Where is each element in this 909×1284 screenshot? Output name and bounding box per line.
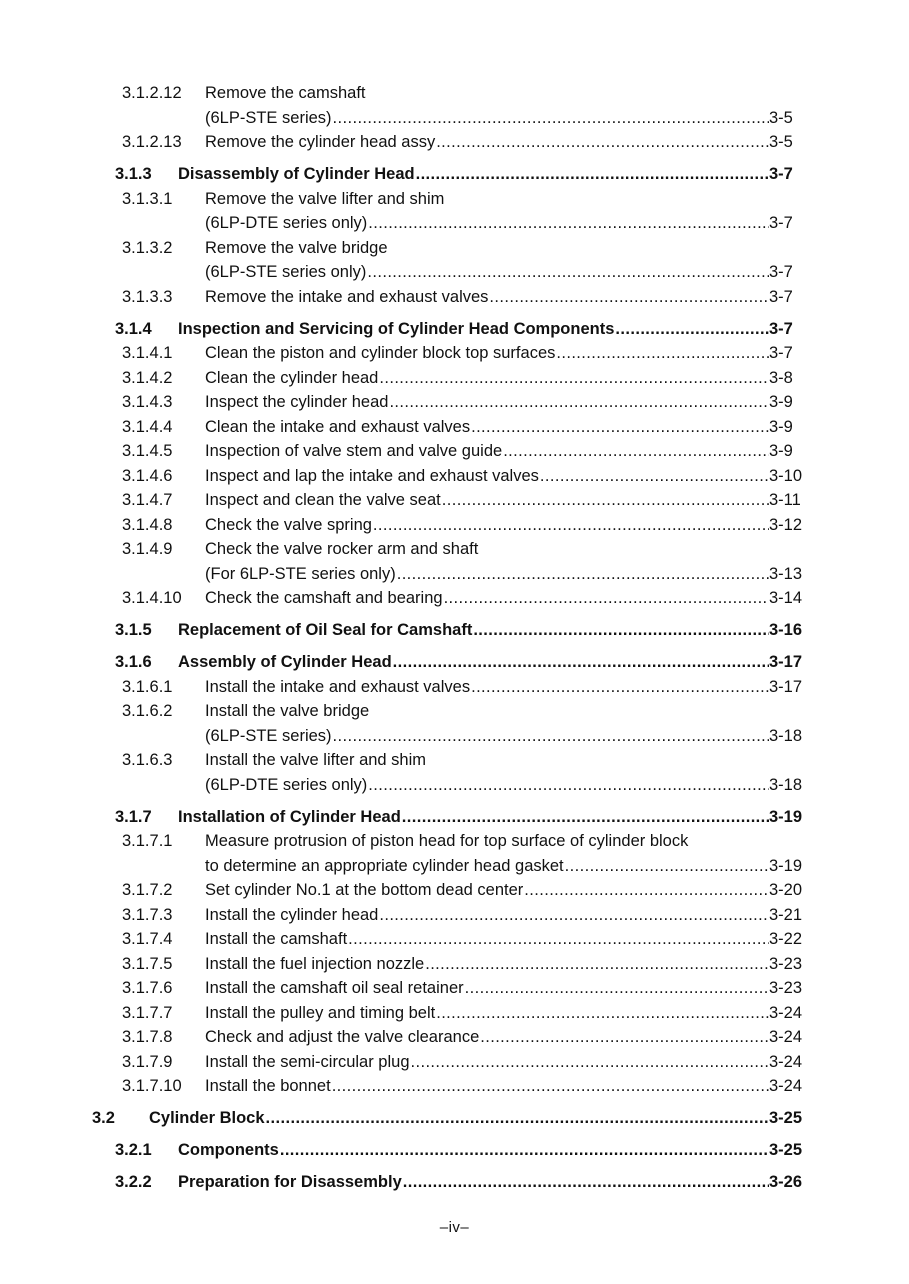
- toc-entry-title: Remove the valve bridge: [205, 238, 388, 257]
- toc-entry-text: [178, 805, 769, 830]
- toc-entry-number: 3.1.3.1: [122, 189, 173, 208]
- toc-entry-title: to determine an appropriate cylinder head gasket: [205, 856, 564, 875]
- dot-leader: [393, 650, 769, 675]
- toc-page-number: 3-8: [769, 368, 793, 387]
- toc-entry-title: Inspection and Servicing of Cylinder Head Components: [178, 319, 615, 338]
- toc-entry-number: 3.1.4.3: [122, 393, 173, 411]
- toc-entry-title: Preparation for Disassembly: [178, 1173, 402, 1191]
- toc-page-number: 3-9: [769, 393, 793, 411]
- dot-leader: [280, 1138, 769, 1163]
- toc-entry-title: Inspect the cylinder head: [205, 393, 389, 411]
- toc-entry: [0, 1050, 909, 1075]
- dot-leader: [332, 1074, 769, 1099]
- toc-entry-title: Inspect and clean the valve seat: [205, 491, 441, 509]
- toc-entry-title: Inspect and lap the intake and exhaust valves: [205, 466, 539, 485]
- toc-entry-title: Install the cylinder head: [205, 905, 379, 924]
- toc-entry-number: 3.2: [92, 1109, 115, 1127]
- toc-entry: [0, 976, 909, 1001]
- toc-entry-text: [205, 1025, 769, 1050]
- dot-leader: [348, 927, 769, 952]
- toc-entry-number: 3.1.7.10: [122, 1077, 182, 1095]
- toc-entry-title: Install the pulley and timing belt: [205, 1003, 436, 1022]
- dot-leader: [436, 1001, 769, 1026]
- toc-entry-text: [205, 537, 769, 562]
- toc-section-heading: [0, 1106, 909, 1131]
- toc-entry-title: Check the camshaft and bearing: [205, 589, 443, 607]
- toc-entry-title: Disassembly of Cylinder Head: [178, 165, 415, 183]
- toc-entry-text: [178, 618, 769, 643]
- toc-entry-title: Installation of Cylinder Head: [178, 807, 401, 826]
- toc-entry: [0, 903, 909, 928]
- dot-leader: [367, 260, 769, 285]
- toc-entry: [0, 464, 909, 489]
- toc-entry-title: (For 6LP-STE series only): [205, 564, 396, 583]
- toc-entry-text: [205, 829, 769, 854]
- toc-page-number: 3-19: [769, 856, 803, 875]
- toc-entry-number: 3.1.6: [115, 653, 152, 671]
- toc-entry-number: 3.1.7.5: [122, 954, 173, 973]
- toc-entry-title: Assembly of Cylinder Head: [178, 653, 392, 671]
- toc-entry: [0, 187, 909, 212]
- dot-leader: [379, 366, 769, 391]
- toc-page-number: 3-24: [769, 1003, 803, 1022]
- toc-entry-title: Install the semi-circular plug: [205, 1052, 410, 1071]
- toc-page-number: 3-21: [769, 905, 803, 924]
- toc-section-heading: [0, 162, 909, 187]
- toc-page-number: 3-17: [769, 677, 803, 696]
- toc-entry-text: [205, 927, 769, 952]
- dot-leader: [503, 439, 769, 464]
- dot-leader: [368, 211, 769, 236]
- toc-page-number: 3-7: [769, 319, 793, 338]
- toc-entry-text: [205, 1001, 769, 1026]
- toc-entry: [0, 878, 909, 903]
- toc-entry-title: Measure protrusion of piston head for top surface of cylinder block: [205, 832, 689, 850]
- toc-entry-text: [205, 366, 769, 391]
- toc-entry-title: Install the camshaft: [205, 930, 348, 948]
- dot-leader: [444, 586, 769, 611]
- toc-entry-number: 3.1.4.6: [122, 466, 173, 485]
- toc-section-heading: [0, 650, 909, 675]
- toc-entry-title: (6LP-STE series only): [205, 263, 367, 281]
- toc-entry-number: 3.1.6.3: [122, 751, 173, 769]
- toc-entry-title: Install the valve bridge: [205, 702, 370, 720]
- toc-entry-text: [205, 586, 769, 611]
- toc-page-number: 3-24: [769, 1052, 803, 1071]
- toc-entry-number: 3.1.7.9: [122, 1052, 173, 1071]
- toc-page-number: 3-19: [769, 807, 803, 826]
- dot-leader: [556, 341, 769, 366]
- toc-entry: [0, 699, 909, 724]
- toc-entry-number: 3.1.6.2: [122, 702, 173, 720]
- toc-entry: [0, 285, 909, 310]
- toc-entry-text: [205, 903, 769, 928]
- toc-entry-text: [205, 562, 769, 587]
- toc-page-number: 3-14: [769, 589, 803, 607]
- toc-entry-text: [205, 724, 769, 749]
- dot-leader: [615, 317, 769, 342]
- toc-entry-title: (6LP-STE series): [205, 108, 332, 127]
- toc-entry-number: 3.2.1: [115, 1141, 152, 1159]
- toc-entry: [0, 952, 909, 977]
- dot-leader: [524, 878, 769, 903]
- page-footer-number: –iv–: [439, 1219, 470, 1236]
- toc-entry-title: (6LP-DTE series only): [205, 775, 368, 794]
- toc-entry-number: 3.1.4.10: [122, 589, 182, 607]
- table-of-contents: [0, 81, 909, 1195]
- toc-page-number: 3-10: [769, 466, 803, 485]
- toc-section-heading: [0, 1170, 909, 1195]
- toc-entry-number: 3.1.3: [115, 165, 152, 183]
- toc-entry-text: [205, 854, 769, 879]
- toc-page-number: 3-13: [769, 564, 803, 583]
- toc-page-number: 3-17: [769, 653, 803, 671]
- toc-entry-text: [205, 81, 769, 106]
- toc-entry: [0, 488, 909, 513]
- dot-leader: [540, 464, 769, 489]
- toc-entry-text: [205, 773, 769, 798]
- toc-entry-number: 3.1.4.7: [122, 491, 173, 509]
- toc-entry-text: [178, 650, 769, 675]
- dot-leader: [473, 618, 769, 643]
- toc-page-number: 3-24: [769, 1077, 803, 1095]
- toc-entry: [0, 513, 909, 538]
- dot-leader: [402, 805, 769, 830]
- toc-entry-number: 3.1.4.9: [122, 540, 173, 558]
- toc-entry-text: [178, 162, 769, 187]
- toc-entry-number: 3.1.7.3: [122, 905, 173, 924]
- toc-page-number: 3-7: [769, 165, 793, 183]
- toc-entry-text: [205, 236, 769, 261]
- toc-entry-number: 3.2.2: [115, 1173, 152, 1191]
- toc-entry: [0, 562, 909, 587]
- toc-entry: [0, 81, 909, 106]
- toc-entry-title: Clean the piston and cylinder block top surfaces: [205, 344, 556, 362]
- dot-leader: [489, 285, 769, 310]
- toc-entry: [0, 1001, 909, 1026]
- toc-entry: [0, 439, 909, 464]
- toc-page-number: 3-22: [769, 930, 803, 948]
- toc-entry-title: Install the camshaft oil seal retainer: [205, 979, 464, 997]
- dot-leader: [565, 854, 769, 879]
- toc-page-number: 3-9: [769, 442, 793, 460]
- toc-section-heading: [0, 1138, 909, 1163]
- toc-entry: [0, 341, 909, 366]
- toc-entry-number: 3.1.4.2: [122, 368, 173, 387]
- toc-page-number: 3-7: [769, 214, 793, 232]
- toc-entry-text: [178, 1170, 769, 1195]
- toc-entry-text: [205, 976, 769, 1001]
- toc-entry-number: 3.1.3.3: [122, 287, 173, 306]
- toc-entry-number: 3.1.4.4: [122, 417, 173, 436]
- toc-entry-title: Remove the camshaft: [205, 84, 366, 102]
- toc-entry-text: [205, 699, 769, 724]
- toc-section-heading: [0, 317, 909, 342]
- toc-page-number: 3-5: [769, 108, 793, 127]
- dot-leader: [333, 106, 769, 131]
- toc-entry: [0, 366, 909, 391]
- toc-entry-text: [205, 488, 769, 513]
- toc-page-number: 3-16: [769, 621, 803, 639]
- toc-entry: [0, 773, 909, 798]
- toc-page-number: 3-7: [769, 263, 793, 281]
- toc-entry-title: Install the intake and exhaust valves: [205, 677, 471, 696]
- toc-entry-text: [205, 439, 769, 464]
- toc-entry-title: Clean the cylinder head: [205, 368, 379, 387]
- toc-page-number: 3-23: [769, 979, 803, 997]
- toc-entry-title: Install the fuel injection nozzle: [205, 954, 425, 973]
- toc-entry-text: [149, 1106, 769, 1131]
- toc-entry-title: Clean the intake and exhaust valves: [205, 417, 471, 436]
- toc-entry-title: Install the valve lifter and shim: [205, 751, 427, 769]
- toc-entry-number: 3.1.4.1: [122, 344, 173, 362]
- toc-entry: [0, 927, 909, 952]
- toc-entry-number: 3.1.7.2: [122, 881, 173, 899]
- toc-entry: [0, 586, 909, 611]
- toc-entry-text: [205, 106, 769, 131]
- toc-page-number: 3-5: [769, 133, 793, 151]
- toc-page-number: 3-11: [769, 491, 801, 509]
- dot-leader: [416, 162, 769, 187]
- toc-entry-title: Inspection of valve stem and valve guide: [205, 442, 503, 460]
- toc-entry: [0, 211, 909, 236]
- toc-entry-text: [205, 130, 769, 155]
- toc-page-number: 3-25: [769, 1109, 803, 1127]
- toc-entry-text: [205, 260, 769, 285]
- toc-entry-title: Replacement of Oil Seal for Camshaft: [178, 621, 473, 639]
- toc-entry-title: Set cylinder No.1 at the bottom dead center: [205, 881, 524, 899]
- toc-entry-number: 3.1.7.8: [122, 1028, 173, 1046]
- toc-entry: [0, 1074, 909, 1099]
- toc-entry-text: [205, 211, 769, 236]
- toc-entry: [0, 390, 909, 415]
- toc-page-number: 3-20: [769, 881, 803, 899]
- toc-page-number: 3-23: [769, 954, 803, 973]
- toc-page-number: 3-7: [769, 287, 793, 306]
- toc-page-number: 3-24: [769, 1028, 803, 1046]
- toc-entry-text: [205, 513, 769, 538]
- dot-leader: [436, 130, 769, 155]
- toc-entry-text: [205, 748, 769, 773]
- toc-entry-number: 3.1.7: [115, 807, 152, 826]
- dot-leader: [373, 513, 769, 538]
- toc-entry-number: 3.1.7.1: [122, 832, 173, 850]
- toc-entry: [0, 537, 909, 562]
- toc-entry-title: Remove the intake and exhaust valves: [205, 287, 489, 306]
- toc-entry-title: Check the valve spring: [205, 515, 372, 534]
- toc-entry-text: [205, 1074, 769, 1099]
- toc-entry-text: [205, 675, 769, 700]
- toc-entry-text: [205, 187, 769, 212]
- toc-entry-number: 3.1.2.12: [122, 84, 182, 102]
- toc-entry-text: [205, 285, 769, 310]
- toc-entry: [0, 1025, 909, 1050]
- toc-section-heading: [0, 805, 909, 830]
- toc-entry-number: 3.1.6.1: [122, 677, 173, 696]
- toc-entry-number: 3.1.2.13: [122, 133, 182, 151]
- dot-leader: [266, 1106, 769, 1131]
- toc-entry: [0, 236, 909, 261]
- toc-entry: [0, 829, 909, 854]
- toc-entry-number: 3.1.4.5: [122, 442, 173, 460]
- toc-page-number: 3-18: [769, 775, 803, 794]
- toc-entry-title: (6LP-DTE series only): [205, 214, 368, 232]
- toc-entry-title: Check the valve rocker arm and shaft: [205, 540, 479, 558]
- dot-leader: [471, 415, 769, 440]
- toc-entry: [0, 415, 909, 440]
- toc-entry-title: (6LP-STE series): [205, 726, 332, 745]
- toc-page-number: 3-18: [769, 726, 803, 745]
- toc-entry-number: 3.1.7.7: [122, 1003, 173, 1022]
- dot-leader: [471, 675, 769, 700]
- dot-leader: [480, 1025, 769, 1050]
- toc-entry-text: [178, 317, 769, 342]
- toc-entry: [0, 724, 909, 749]
- dot-leader: [403, 1170, 769, 1195]
- toc-entry: [0, 748, 909, 773]
- toc-entry-title: Cylinder Block: [149, 1109, 265, 1127]
- toc-page-number: 3-7: [769, 344, 793, 362]
- toc-entry-text: [205, 464, 769, 489]
- toc-entry-title: Install the bonnet: [205, 1077, 331, 1095]
- dot-leader: [411, 1050, 770, 1075]
- toc-entry-number: 3.1.4.8: [122, 515, 173, 534]
- toc-entry: [0, 130, 909, 155]
- dot-leader: [425, 952, 769, 977]
- toc-entry-title: Components: [178, 1141, 279, 1159]
- toc-entry-text: [205, 1050, 769, 1075]
- toc-entry-title: Remove the valve lifter and shim: [205, 189, 445, 208]
- toc-page-number: 3-26: [769, 1173, 803, 1191]
- dot-leader: [333, 724, 769, 749]
- toc-page-number: 3-9: [769, 417, 793, 436]
- toc-entry: [0, 854, 909, 879]
- toc-entry-text: [205, 341, 769, 366]
- toc-entry-text: [205, 878, 769, 903]
- dot-leader: [397, 562, 769, 587]
- toc-entry-number: 3.1.7.4: [122, 930, 173, 948]
- toc-entry-number: 3.1.4: [115, 319, 152, 338]
- dot-leader: [465, 976, 769, 1001]
- toc-page-number: 3-25: [769, 1141, 803, 1159]
- toc-page-number: 3-12: [769, 515, 803, 534]
- toc-entry-title: Remove the cylinder head assy: [205, 133, 436, 151]
- toc-entry-text: [178, 1138, 769, 1163]
- toc-entry-number: 3.1.3.2: [122, 238, 173, 257]
- toc-entry-title: Check and adjust the valve clearance: [205, 1028, 480, 1046]
- dot-leader: [379, 903, 769, 928]
- toc-entry-text: [205, 952, 769, 977]
- toc-entry-text: [205, 415, 769, 440]
- dot-leader: [442, 488, 769, 513]
- toc-entry-number: 3.1.7.6: [122, 979, 173, 997]
- toc-entry-text: [205, 390, 769, 415]
- toc-entry: [0, 260, 909, 285]
- toc-entry-number: 3.1.5: [115, 621, 152, 639]
- toc-entry: [0, 675, 909, 700]
- toc-entry: [0, 106, 909, 131]
- dot-leader: [389, 390, 769, 415]
- toc-section-heading: [0, 618, 909, 643]
- dot-leader: [368, 773, 769, 798]
